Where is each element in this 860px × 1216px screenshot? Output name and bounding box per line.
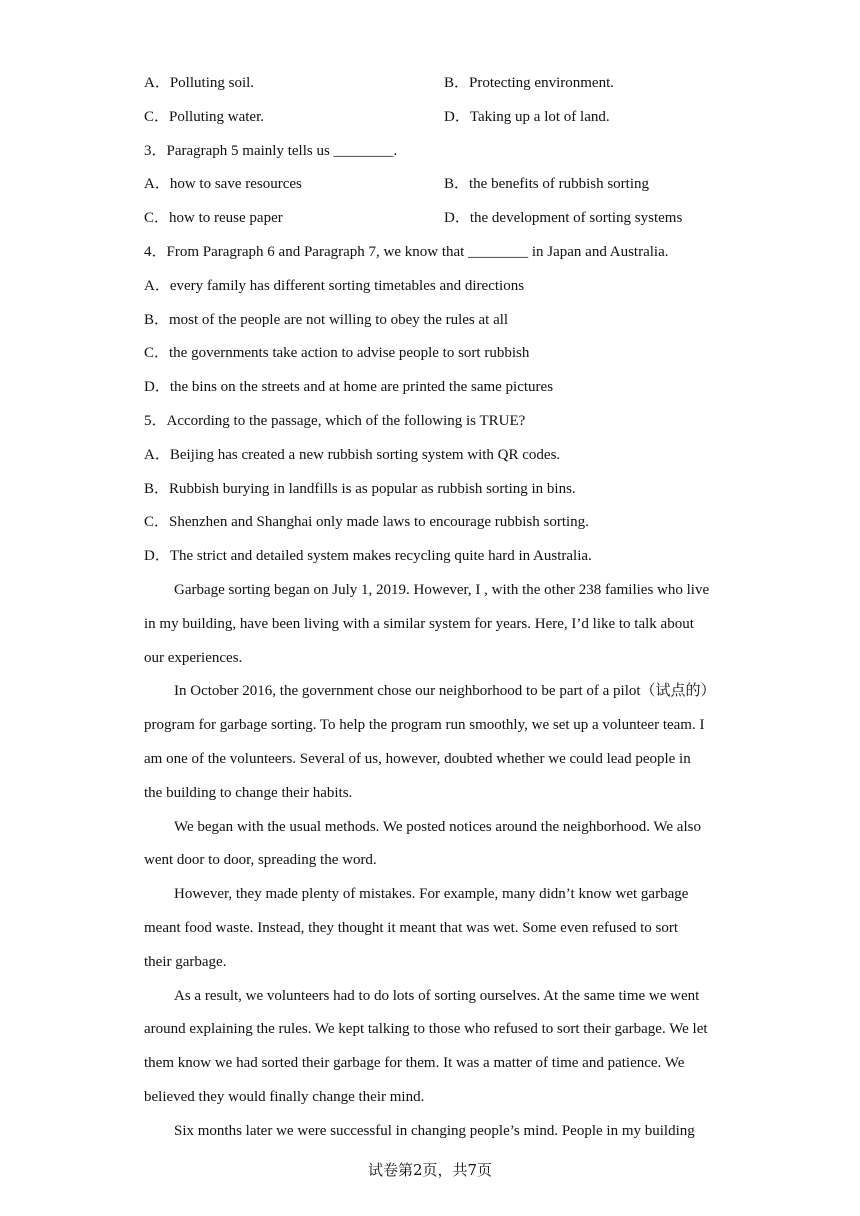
option-text: the benefits of rubbish sorting [469,176,649,192]
option-label: A． [144,75,170,91]
option-text: Polluting water. [169,109,265,125]
passage-line: We began with the usual methods. We posted notices around the neighborhood. We also [174,819,701,835]
option-text: how to reuse paper [169,210,283,226]
option-label: D． [444,210,470,226]
q3-option-c [144,208,283,228]
option-label: B． [444,75,470,91]
passage-line: believed they would finally change their mind. [144,1089,425,1105]
q4-option-b: B．most of the people are not willing to obey the rules at all [144,312,509,328]
passage-line: in my building, have been living with a similar system for years. Here, I’d like to talk about [144,616,694,632]
q2-option-b [444,73,614,93]
passage-line: meant food waste. Instead, they thought it meant that was wet. Some even refused to sort [144,920,679,936]
option-label: D． [444,109,470,125]
option-text: Taking up a lot of land. [469,109,610,125]
option-text: the development of sorting systems [469,210,683,226]
passage-line: As a result, we volunteers had to do lots of sorting ourselves. At the same time we went [174,988,700,1004]
q5-option-a: A．Beijing has created a new rubbish sorting system with QR codes. [144,447,561,463]
option-label: A． [144,176,170,192]
q5-option-d: D．The strict and detailed system makes recycling quite hard in Australia. [144,548,592,564]
q5-option-c: C．Shenzhen and Shanghai only made laws to encourage rubbish sorting. [144,514,589,530]
passage-line: Six months later we were successful in changing people’s mind. People in my building [174,1123,695,1139]
option-label: C． [144,210,170,226]
option-text: Polluting soil. [169,75,255,91]
q2-option-a [144,73,254,93]
q4-question: 4．From Paragraph 6 and Paragraph 7, we know that ________ in Japan and Australia. [144,244,669,260]
passage-line: around explaining the rules. We kept talking to those who refused to sort their garbage. We let [144,1021,708,1037]
q3-option-d [444,208,682,228]
q5-question: 5．According to the passage, which of the following is TRUE? [144,413,526,429]
option-label: B． [444,176,470,192]
option-text: Protecting environment. [469,75,614,91]
passage-line: went door to door, spreading the word. [144,852,377,868]
q5-option-b: B．Rubbish burying in landfills is as popular as rubbish sorting in bins. [144,481,576,497]
passage-line: their garbage. [144,954,227,970]
q3-option-b [444,174,649,194]
q3-question: 3．Paragraph 5 mainly tells us ________. [144,143,398,159]
option-label: C． [144,109,170,125]
q2-option-c [144,107,264,127]
q2-option-d [444,107,610,127]
page-footer: 试卷第2页，共7页 [367,1161,493,1179]
q4-option-c: C．the governments take action to advise people to sort rubbish [144,345,530,361]
passage-line: In October 2016, the government chose our neighborhood to be part of a pilot（试点的） [174,683,716,699]
passage-line: Garbage sorting began on July 1, 2019. However, I , with the other 238 families who live [174,582,710,598]
q4-option-d: D．the bins on the streets and at home are printed the same pictures [144,379,554,395]
passage-line: them know we had sorted their garbage for them. It was a matter of time and patience. We [144,1055,685,1071]
passage-line: However, they made plenty of mistakes. For example, many didn’t know wet garbage [174,886,689,902]
passage-line: the building to change their habits. [144,785,353,801]
passage-line: am one of the volunteers. Several of us, however, doubted whether we could lead people in [144,751,691,767]
option-text: how to save resources [169,176,302,192]
q3-option-a [144,174,302,194]
q4-option-a: A．every family has different sorting timetables and directions [144,278,525,294]
passage-line: our experiences. [144,650,243,666]
passage-line: program for garbage sorting. To help the program run smoothly, we set up a volunteer team. I [144,717,705,733]
